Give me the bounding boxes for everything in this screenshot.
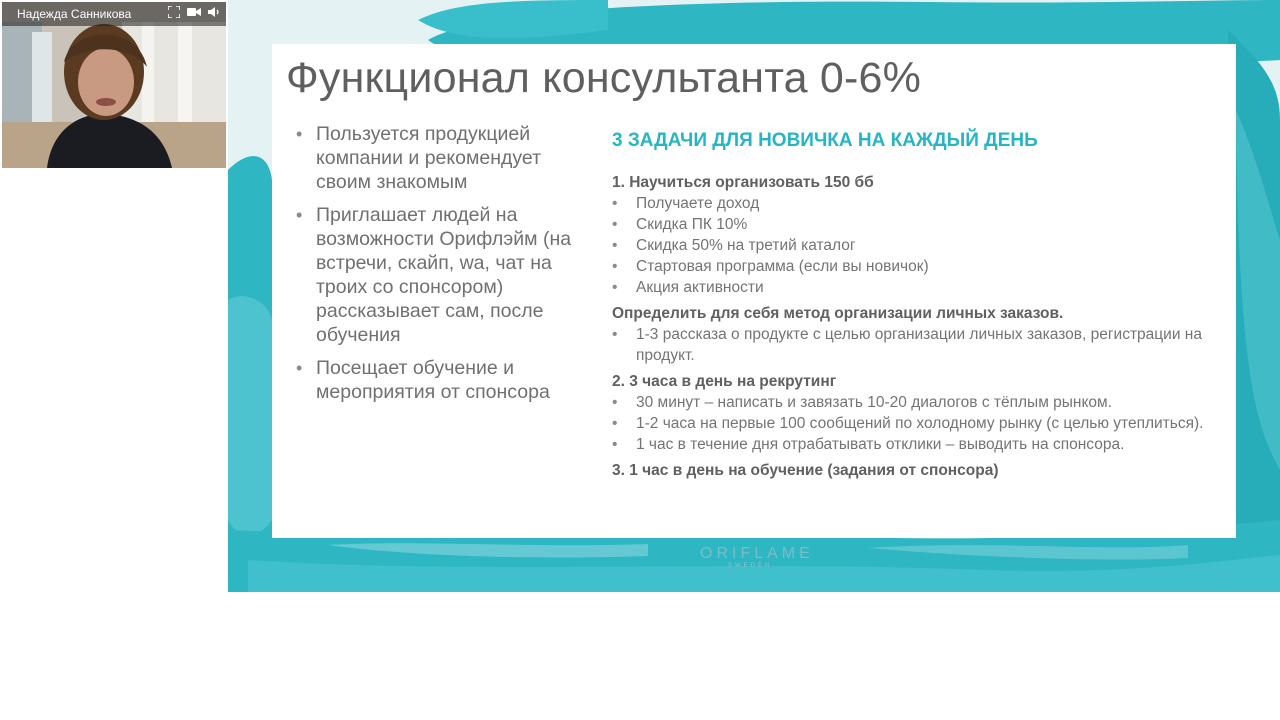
tasks-heading: 3 ЗАДАЧИ ДЛЯ НОВИЧКА НА КАЖДЫЙ ДЕНЬ [612, 130, 1038, 151]
participant-video-feed [2, 2, 226, 168]
list-item: • Акция активности [612, 277, 1212, 298]
list-item: • Стартовая программа (если вы новичок) [612, 256, 1212, 277]
shared-slide [228, 0, 1280, 592]
daily-tasks-panel [612, 130, 1212, 481]
task-section-list [612, 324, 1212, 366]
list-item: • Получаете доход [612, 193, 1212, 214]
participant-name: Надежда Санникова [17, 7, 132, 21]
speaker-icon[interactable] [206, 6, 222, 22]
list-item: • Скидка ПК 10% [612, 214, 1212, 235]
oriflame-logo: ORIFLAME [700, 545, 814, 562]
video-tile-toolbar [2, 2, 226, 26]
task-section-title: Определить для себя метод организации личных заказов. [612, 305, 1064, 322]
camera-icon[interactable] [186, 6, 202, 22]
list-item: • 30 минут – написать и завязать 10-20 диалогов с тёплым рынком. [612, 392, 1212, 413]
list-item: • 1 час в течение дня отрабатывать отклики – выводить на спонсора. [612, 434, 1212, 455]
list-item: • Приглашает людей на возможности Орифлэйм (на встречи, скайп, wa, чат на троих со спонсором) рассказывает сам, после обучения [294, 203, 584, 347]
consultant-functions-list [294, 122, 584, 413]
task-section-list [612, 392, 1212, 455]
list-item: • Скидка 50% на третий каталог [612, 235, 1212, 256]
task-section-title: 3. 1 час в день на обучение (задания от спонсора) [612, 462, 999, 479]
task-section-list [612, 193, 1212, 298]
list-item: • 1-3 рассказа о продукте с целью организации личных заказов, регистрации на продукт. [612, 324, 1212, 366]
oriflame-logo-sub: SWEDEN [728, 563, 773, 569]
list-item: • 1-2 часа на первые 100 сообщений по холодному рынку (с целью утеплиться). [612, 413, 1212, 434]
slide-content-card [272, 44, 1236, 538]
slide-title: Функционал консультанта 0-6% [286, 54, 922, 102]
list-item: • Пользуется продукцией компании и рекомендует своим знакомым [294, 122, 584, 194]
participant-video-tile[interactable] [2, 2, 226, 168]
task-section-title: 2. 3 часа в день на рекрутинг [612, 373, 837, 390]
task-section-title: 1. Научиться организовать 150 бб [612, 174, 874, 191]
fullscreen-icon[interactable] [166, 6, 182, 22]
list-item: • Посещает обучение и мероприятия от спонсора [294, 356, 584, 404]
